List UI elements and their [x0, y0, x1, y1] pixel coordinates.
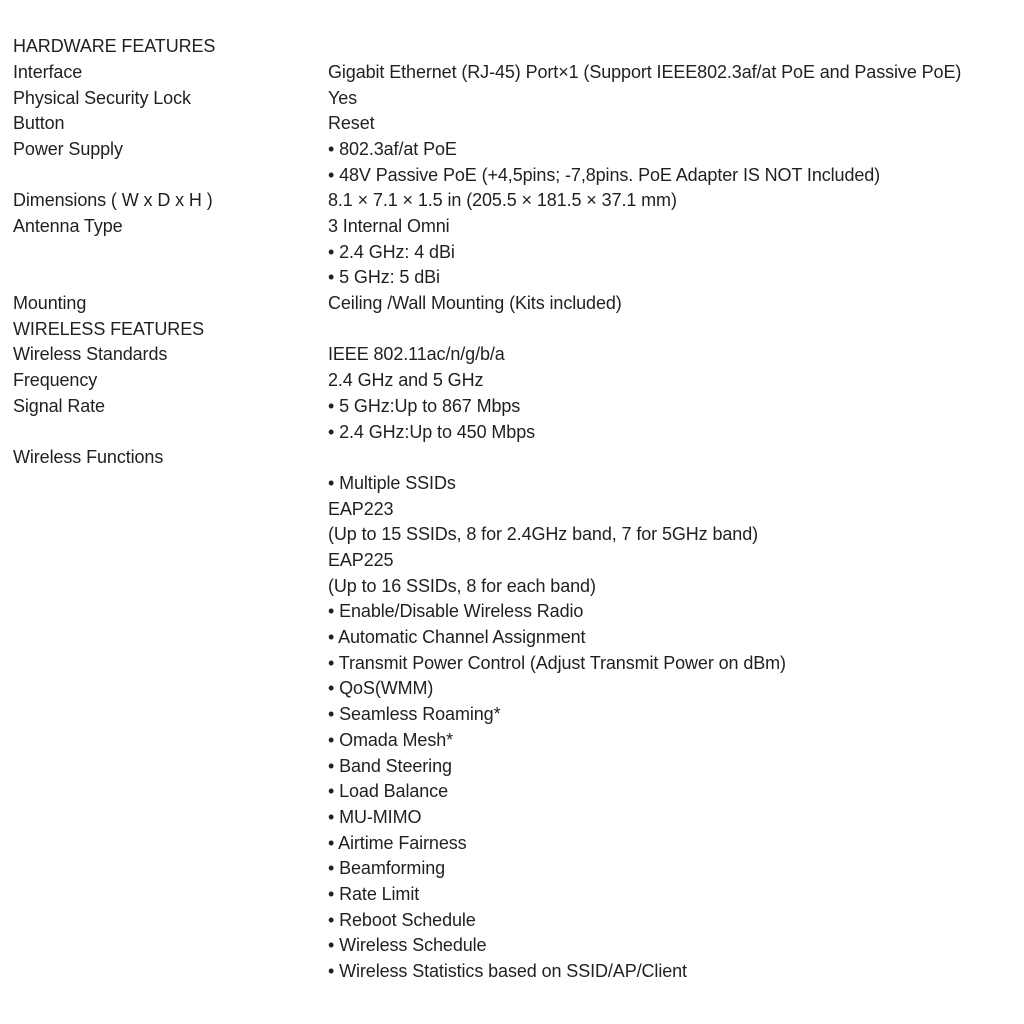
spec-value-wireless-functions: • MU-MIMO [328, 807, 422, 827]
spec-value-wireless-functions: • Beamforming [328, 858, 446, 878]
spec-value-button: Reset [328, 113, 375, 133]
spec-value-wireless-standards: IEEE 802.11ac/n/g/b/a [328, 344, 505, 364]
spec-value-signal-rate: • 2.4 GHz:Up to 450 Mbps [328, 422, 535, 442]
spec-value-frequency: 2.4 GHz and 5 GHz [328, 370, 484, 390]
spec-value-power-supply: • 48V Passive PoE (+4,5pins; -7,8pins. PoE Adapter IS NOT Included) [328, 165, 881, 185]
spec-value-wireless-functions: EAP223 [328, 499, 394, 519]
spec-label-dimensions: Dimensions ( W x D x H ) [13, 190, 213, 210]
spec-value-wireless-functions: • Omada Mesh* [328, 730, 454, 750]
spec-value-wireless-functions: • Reboot Schedule [328, 910, 476, 930]
spec-value-wireless-functions: (Up to 15 SSIDs, 8 for 2.4GHz band, 7 for 5GHz band) [328, 524, 759, 544]
spec-value-mounting: Ceiling /Wall Mounting (Kits included) [328, 293, 622, 313]
spec-value-dimensions: 8.1 × 7.1 × 1.5 in (205.5 × 181.5 × 37.1 mm) [328, 190, 677, 210]
spec-label-signal-rate: Signal Rate [13, 396, 105, 416]
spec-label-power-supply: Power Supply [13, 139, 123, 159]
spec-value-wireless-functions: • Enable/Disable Wireless Radio [328, 601, 584, 621]
spec-value-wireless-functions: EAP225 [328, 550, 394, 570]
section-heading-hardware: HARDWARE FEATURES [13, 36, 216, 56]
spec-value-wireless-functions: • QoS(WMM) [328, 678, 434, 698]
spec-value-wireless-functions: • Multiple SSIDs [328, 473, 456, 493]
spec-value-antenna: • 5 GHz: 5 dBi [328, 267, 440, 287]
spec-value-antenna: 3 Internal Omni [328, 216, 450, 236]
spec-value-wireless-functions: • Load Balance [328, 781, 448, 801]
spec-value-wireless-functions: • Wireless Statistics based on SSID/AP/Client [328, 961, 687, 981]
spec-value-signal-rate: • 5 GHz:Up to 867 Mbps [328, 396, 521, 416]
spec-label-interface: Interface [13, 62, 83, 82]
spec-value-wireless-functions: • Airtime Fairness [328, 833, 467, 853]
spec-value-wireless-functions: • Rate Limit [328, 884, 420, 904]
spec-value-wireless-functions: • Seamless Roaming* [328, 704, 501, 724]
spec-label-wireless-standards: Wireless Standards [13, 344, 168, 364]
spec-label-antenna: Antenna Type [13, 216, 123, 236]
spec-label-mounting: Mounting [13, 293, 87, 313]
spec-value-power-supply: • 802.3af/at PoE [328, 139, 457, 159]
spec-value-interface: Gigabit Ethernet (RJ-45) Port×1 (Support IEEE802.3af/at PoE and Passive PoE) [328, 62, 962, 82]
spec-value-wireless-functions: • Automatic Channel Assignment [328, 627, 586, 647]
spec-value-wireless-functions: • Band Steering [328, 756, 452, 776]
spec-label-button: Button [13, 113, 65, 133]
spec-value-antenna: • 2.4 GHz: 4 dBi [328, 242, 455, 262]
spec-value-security-lock: Yes [328, 88, 358, 108]
spec-label-frequency: Frequency [13, 370, 98, 390]
spec-label-wireless-functions: Wireless Functions [13, 447, 164, 467]
spec-value-wireless-functions: (Up to 16 SSIDs, 8 for each band) [328, 576, 596, 596]
spec-value-wireless-functions: • Wireless Schedule [328, 935, 487, 955]
spec-value-wireless-functions: • Transmit Power Control (Adjust Transmit Power on dBm) [328, 653, 786, 673]
spec-label-security-lock: Physical Security Lock [13, 88, 191, 108]
section-heading-wireless: WIRELESS FEATURES [13, 319, 205, 339]
